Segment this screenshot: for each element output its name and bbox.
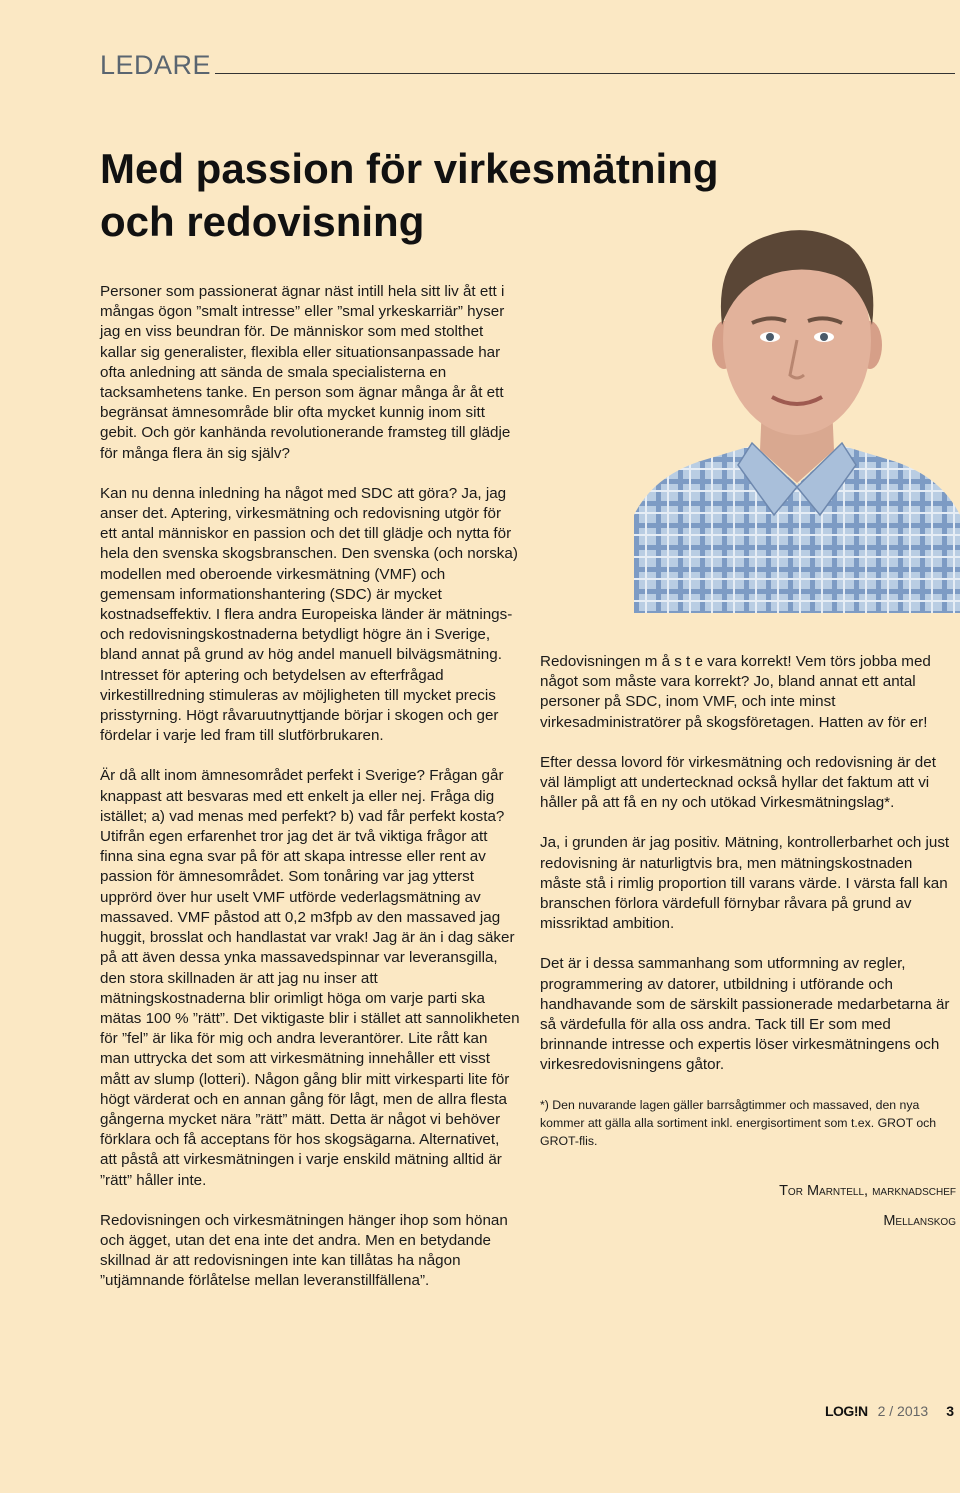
page-number: 3: [946, 1403, 954, 1419]
section-header: [100, 46, 955, 80]
footnote: *) Den nuvarande lagen gäller barrsågtimmer och massaved, den nya kommer att gälla alla sortiment inkl. energisortiment som t.ex. GROT och GROT-flis.: [540, 1097, 937, 1148]
author-portrait: [634, 215, 960, 613]
right-paragraph-4: Det är i dessa sammanhang som utformning av regler, programmering av datorer, utbildning i utförande och handhavande som de särskilt passionerade medarbetarna är så värdefulla för alla oss andra. Tack till Er som med brinnande intresse och expertis löser virkesmätningens och virkesredovisningens gåtor.: [540, 955, 950, 1074]
header-rule: [215, 73, 955, 74]
issue-number: 2 / 2013: [877, 1403, 929, 1419]
left-paragraph-3: Är då allt inom ämnesområdet perfekt i Sverige? Frågan går knappast att besvaras med ett enkelt ja eller nej. Fråga dig istället; a) vad menas med perfekt? b) vad får perfekt kosta? Utifrån egen erfarenhet tror jag det är två viktiga frågor att finna sina egna svar på för att skapa intresse eller rent av passion för ämnesområdet. Som tonåring var jag ytterst upprörd över hur uselt VMF utförde vederlagsmätning av massaved. VMF påstod att 0,2 m3fpb av den massaved jag huggit, brosslat och handlastat var vrak! Jag är än i dag säker på att även dessa ynka massavedspinnar var leveransgilla, den stora skillnaden är att jag nu inser att mätningskostnaderna blir orimligt höga om varje parti ska mätas 100 % ”rätt”. Det viktigaste blir i stället att sannolikheten för ”fel” är lika för mig och andra leverantörer. Lite rått kan man uttrycka det som att virkesmätning innehåller ett visst mått av slump (lotteri). Någon gång blir mitt virkesparti lite för högt värderat och en annan gång för lågt, men de allra flesta gångerna mycket nära ”rätt” mätt. Detta är något vi behöver förklara och få acceptans för hos skogsägarna. Alternativet, att påstå att virkesmätningen i varje enskild mätning alltid är ”rätt” håller inte.: [100, 767, 520, 1189]
title-line-1: Med passion för virkesmätning: [100, 145, 719, 192]
right-paragraph-3: Ja, i grunden är jag positiv. Mätning, kontrollerbarhet och just redovisning är naturligtvis bra, men mätningskostnaden måste stå i rimlig proportion till varans värde. I värsta fall kan branschen förlora värdefull förnybar råvara på grund av missriktad ambition.: [540, 834, 950, 933]
left-column: [100, 282, 520, 1312]
section-label: LEDARE: [100, 50, 212, 80]
title-line-2: och redovisning: [100, 198, 425, 245]
left-paragraph-2: Kan nu denna inledning ha något med SDC att göra? Ja, jag anser det. Aptering, virkesmätning och redovisning utgör för ett antal människor en passion och det till glädje och nytta för hela den svenska skogsbranschen. Den svenska (och norska) modellen med oberoende virkesmätning (VMF) och gemensam informationshantering (SDC) är mycket kostnadseffektiv. I flera andra Europeiska länder är mätnings- och redovisningskostnaderna betydligt högre än i Sverige, bland annat på grund av hög andel manuell bilvägsmätning. Intresset för aptering och betydelsen av efterfrågad virkestillredning stimuleras av möjligheten till mycket precis prisstyrning. Högt råvaruutnyttjande börjar i skogen och ger fördelar i varje led fram till slutförbrukaren.: [100, 484, 518, 745]
author-name-title: Tor Marntell, marknadschef: [779, 1182, 956, 1199]
right-paragraph-1: Redovisningen m å s t e vara korrekt! Vem törs jobba med något som måste vara korrekt? Jo, bland annat ett antal personer på SDC, inom VMF, och inte minst virkesadministratörer på skogsföretagen. Hatten av för er!: [540, 653, 931, 731]
author-signature: [540, 1176, 956, 1236]
right-paragraph-2: Efter dessa lovord för virkesmätning och redovisning är det väl lämpligt att undertecknad också hyllar det faktum att vi håller på att få en ny och utökad Virkesmätningslag*.: [540, 753, 936, 812]
page-footer: [825, 1403, 954, 1419]
right-column: [540, 652, 956, 1236]
left-paragraph-1: Personer som passionerat ägnar näst intill hela sitt liv åt ett i mångas ögon ”smalt intresse” eller ”smal yrkeskarriär” hyser jag en viss beundran för. De människor som med stolthet kallar sig generalister, flexibla eller situationsanpassade har ofta anledning att sända de smala specialisterna en tacksamhetens tanke. En person som ägnar många år åt ett begränsat ämnesområde blir ofta mycket kunnig inom sitt gebit. Och gör kanhända revolutionerande framsteg till glädje för många flera än sig själv?: [100, 283, 511, 462]
author-organization: Mellanskog: [883, 1212, 956, 1229]
left-paragraph-4: Redovisningen och virkesmätningen hänger ihop som hönan och ägget, utan det ena inte det andra. Men en betydande skillnad är att redovisningen inte kan tillåtas ha någon ”utjämnande förlåtelse mellan leveranstillfällena”.: [100, 1211, 508, 1290]
magazine-logo: LOG!N: [824, 1403, 868, 1419]
